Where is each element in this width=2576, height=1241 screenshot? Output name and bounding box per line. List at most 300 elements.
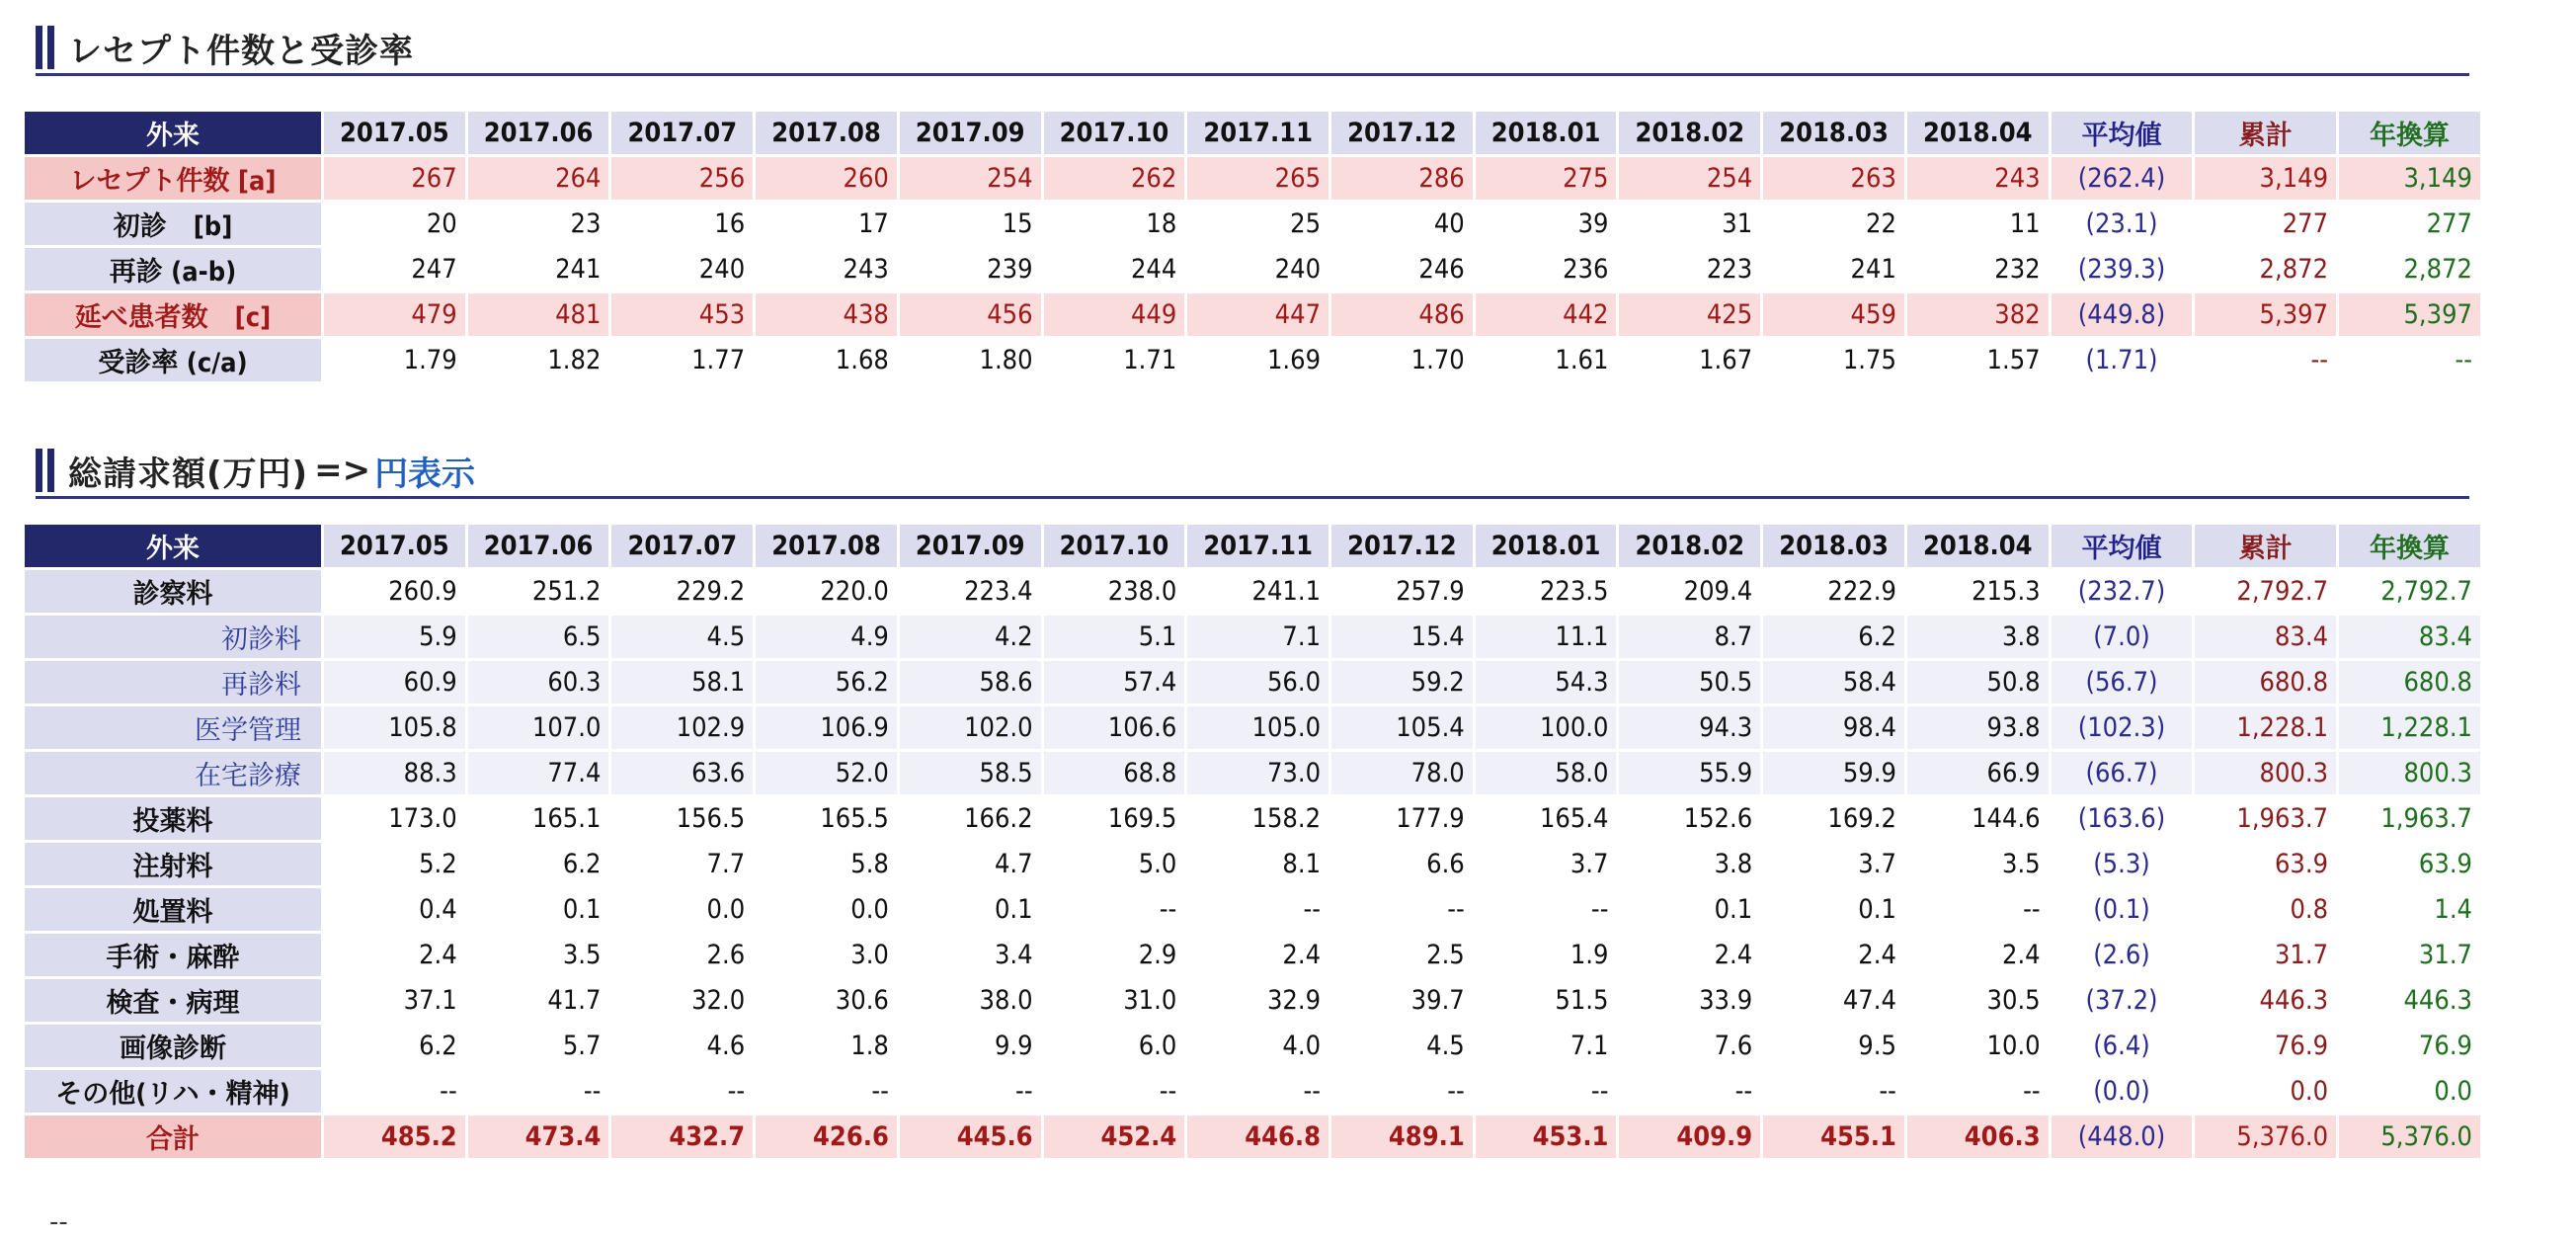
table-row	[25, 706, 2480, 749]
cell-value: 105.0	[1187, 706, 1328, 749]
cell-value: 6.2	[1763, 616, 1904, 658]
cell-cumulative: 446.3	[2259, 985, 2329, 1016]
cell-value: 40	[1433, 208, 1465, 239]
cell-value: 5.2	[419, 849, 457, 879]
cell-average: (102.3)	[2052, 706, 2193, 749]
cell-value: 11.1	[1476, 616, 1617, 658]
cell-value: 382	[1907, 293, 2049, 336]
cell-value: 4.6	[706, 1031, 746, 1061]
cell-value: 55.9	[1619, 752, 1760, 794]
cell-value: 459	[1763, 293, 1904, 336]
cell-value: 5.1	[1044, 616, 1185, 658]
cell-value: --	[1734, 1076, 1753, 1107]
cell-value: 2.4	[1282, 940, 1322, 970]
cell-cumulative: 63.9	[2274, 849, 2329, 879]
cell-annualized: 3,149	[2339, 157, 2480, 200]
cell-value: 222.9	[1827, 576, 1896, 607]
header-month: 2017.08	[756, 112, 897, 154]
header-month: 2017.05	[324, 525, 465, 567]
header-month: 2018.01	[1476, 525, 1617, 567]
cell-value: 1.70	[1410, 345, 1465, 375]
header-month: 2017.06	[468, 525, 609, 567]
cell-value: 59.2	[1331, 661, 1473, 703]
cell-value: 30.5	[1986, 985, 2041, 1016]
cell-cumulative: 3,149	[2195, 157, 2336, 200]
cell-value: 232	[1994, 254, 2041, 285]
cell-value: --	[1879, 1076, 1896, 1107]
cell-value: 10.0	[1986, 1031, 2041, 1061]
cell-value: 406.3	[1907, 1116, 2049, 1158]
cell-value: 17	[857, 208, 889, 239]
cell-cumulative: 5,397	[2195, 293, 2336, 336]
cell-average: (262.4)	[2052, 157, 2193, 200]
cell-value: 9.5	[1858, 1031, 1896, 1061]
cell-value: 58.0	[1476, 752, 1617, 794]
cell-value: 267	[324, 157, 465, 200]
cell-value: 16	[714, 208, 746, 239]
header-month: 2017.05	[324, 112, 465, 154]
cell-value: 23	[570, 208, 602, 239]
cell-value: 3.5	[562, 940, 602, 970]
cell-average: (7.0)	[2052, 616, 2193, 658]
cell-value: --	[1159, 1076, 1177, 1107]
cell-value: 260.9	[388, 576, 457, 607]
cell-value: 4.2	[900, 616, 1041, 658]
cell-value: 7.1	[1187, 616, 1328, 658]
cell-average: (163.6)	[2077, 803, 2166, 834]
cell-annualized: 277	[2426, 208, 2472, 239]
header-month: 2018.03	[1763, 112, 1904, 154]
cell-value: 1.80	[979, 345, 1033, 375]
table-row	[25, 1025, 2480, 1067]
cell-value: 241	[555, 254, 602, 285]
cell-annualized: 5,376.0	[2339, 1116, 2480, 1158]
header-month: 2018.02	[1619, 112, 1760, 154]
cell-value: 241.1	[1251, 576, 1322, 607]
cell-value: 260	[756, 157, 897, 200]
cell-average: (6.4)	[2093, 1031, 2150, 1061]
cell-value: 3.4	[994, 940, 1033, 970]
cell-value: 177.9	[1396, 803, 1465, 834]
header-annualized: 年換算	[2339, 112, 2480, 154]
cell-average: (449.8)	[2052, 293, 2193, 336]
cell-value: 486	[1331, 293, 1473, 336]
cell-value: 223.4	[964, 576, 1033, 607]
cell-value: 54.3	[1476, 661, 1617, 703]
cell-value: 4.9	[756, 616, 897, 658]
cell-cumulative: 5,376.0	[2195, 1116, 2336, 1158]
cell-value: 455.1	[1763, 1116, 1904, 1158]
cell-value: 156.5	[676, 803, 746, 834]
cell-annualized: 1,963.7	[2380, 803, 2472, 834]
cell-value: 1.77	[691, 345, 746, 375]
cell-value: --	[583, 1076, 602, 1107]
cell-value: 257.9	[1396, 576, 1465, 607]
cell-value: 60.9	[324, 661, 465, 703]
cell-value: --	[871, 1076, 889, 1107]
cell-value: 50.5	[1619, 661, 1760, 703]
cell-value: 244	[1130, 254, 1177, 285]
cell-value: 485.2	[324, 1116, 465, 1158]
header-month: 2018.04	[1907, 112, 2049, 154]
header-month: 2018.03	[1763, 525, 1904, 567]
cell-value: 3.8	[1714, 849, 1753, 879]
cell-value: 66.9	[1907, 752, 2049, 794]
cell-value: 1.71	[1123, 345, 1177, 375]
cell-value: 1.69	[1266, 345, 1322, 375]
cell-value: 438	[756, 293, 897, 336]
cell-value: 152.6	[1683, 803, 1753, 834]
cell-value: 37.1	[403, 985, 457, 1016]
cell-value: 1.82	[547, 345, 602, 375]
cell-value: 452.4	[1044, 1116, 1185, 1158]
cell-annualized: 31.7	[2418, 940, 2472, 970]
cell-value: 2.4	[2002, 940, 2041, 970]
header-month: 2017.08	[756, 525, 897, 567]
cell-average: (0.1)	[2093, 894, 2150, 925]
yen-display-link[interactable]: 円表示	[374, 454, 476, 494]
table-row	[25, 339, 2480, 381]
cell-value: 0.1	[994, 894, 1033, 925]
cell-value: 8.1	[1282, 849, 1322, 879]
cell-value: 209.4	[1683, 576, 1753, 607]
cell-average: (5.3)	[2093, 849, 2150, 879]
row-label: 再診 (a-b)	[25, 248, 321, 290]
header-month: 2017.07	[611, 112, 753, 154]
cell-value: 265	[1187, 157, 1328, 200]
cell-value: 47.4	[1842, 985, 1896, 1016]
arrow-text: =>	[314, 451, 371, 490]
cell-average: (56.7)	[2052, 661, 2193, 703]
cell-value: --	[1015, 1076, 1033, 1107]
row-label: 在宅診療	[25, 752, 321, 794]
cell-average: (448.0)	[2052, 1116, 2193, 1158]
cell-value: --	[1303, 894, 1322, 925]
table-row	[25, 1070, 2480, 1113]
cell-value: 106.9	[756, 706, 897, 749]
cell-annualized: 680.8	[2339, 661, 2480, 703]
table-row	[25, 934, 2480, 976]
cell-value: 481	[468, 293, 609, 336]
cell-value: 56.2	[756, 661, 897, 703]
row-label: 処置料	[25, 888, 321, 931]
cell-value: --	[2023, 894, 2041, 925]
cell-value: 7.6	[1714, 1031, 1753, 1061]
cell-cumulative: 0.8	[2290, 894, 2329, 925]
header-month: 2017.11	[1187, 112, 1328, 154]
cell-value: 56.0	[1187, 661, 1328, 703]
cell-value: 15.4	[1331, 616, 1473, 658]
cell-annualized: 76.9	[2418, 1031, 2472, 1061]
cell-value: 51.5	[1555, 985, 1609, 1016]
cell-value: 1.79	[403, 345, 457, 375]
cell-value: 6.0	[1138, 1031, 1177, 1061]
cell-value: 94.3	[1619, 706, 1760, 749]
cell-value: 1.61	[1555, 345, 1609, 375]
heading-bars-icon	[36, 26, 54, 69]
cell-value: 262	[1044, 157, 1185, 200]
cell-annualized: 2,792.7	[2380, 576, 2472, 607]
cell-value: 100.0	[1476, 706, 1617, 749]
cell-value: 239	[987, 254, 1033, 285]
cell-value: 4.7	[994, 849, 1033, 879]
cell-value: 57.4	[1044, 661, 1185, 703]
header-corner: 外来	[25, 112, 321, 154]
cell-value: 241	[1850, 254, 1896, 285]
cell-value: 1.8	[850, 1031, 889, 1061]
cell-value: 3.5	[2002, 849, 2041, 879]
footnote: --	[49, 1207, 68, 1237]
cell-value: 58.5	[900, 752, 1041, 794]
cell-value: 3.8	[1907, 616, 2049, 658]
cell-value: 59.9	[1763, 752, 1904, 794]
cell-value: 275	[1476, 157, 1617, 200]
row-label: 手術・麻酔	[25, 934, 321, 976]
table-row	[25, 979, 2480, 1022]
cell-value: 6.6	[1426, 849, 1465, 879]
cell-value: 5.8	[850, 849, 889, 879]
cell-cumulative: 1,963.7	[2236, 803, 2329, 834]
billing-table	[22, 522, 2483, 1161]
cell-value: 93.8	[1907, 706, 2049, 749]
cell-value: --	[1303, 1076, 1322, 1107]
cell-value: --	[1590, 894, 1609, 925]
cell-value: 73.0	[1187, 752, 1328, 794]
cell-value: --	[1447, 894, 1465, 925]
cell-value: 20	[426, 208, 457, 239]
cell-value: 4.5	[1426, 1031, 1465, 1061]
cell-annualized: 5,397	[2339, 293, 2480, 336]
row-label: 医学管理	[25, 706, 321, 749]
header-month: 2017.10	[1044, 525, 1185, 567]
header-month: 2017.09	[900, 112, 1041, 154]
cell-value: 18	[1146, 208, 1177, 239]
cell-value: 102.9	[611, 706, 753, 749]
cell-value: 52.0	[756, 752, 897, 794]
cell-value: 3.7	[1858, 849, 1896, 879]
cell-value: 2.4	[419, 940, 457, 970]
cell-value: 432.7	[611, 1116, 753, 1158]
cell-value: --	[2023, 1076, 2041, 1107]
cell-value: 2.4	[1714, 940, 1753, 970]
cell-value: 25	[1290, 208, 1322, 239]
cell-average: (23.1)	[2085, 208, 2158, 239]
cell-value: 6.5	[468, 616, 609, 658]
section-heading-billing	[36, 445, 2469, 499]
cell-value: 5.7	[562, 1031, 602, 1061]
cell-value: 4.0	[1282, 1031, 1322, 1061]
cell-value: 88.3	[324, 752, 465, 794]
table-row	[25, 843, 2480, 885]
header-month: 2017.10	[1044, 112, 1185, 154]
cell-value: 426.6	[756, 1116, 897, 1158]
cell-value: 105.8	[324, 706, 465, 749]
cell-value: --	[1159, 894, 1177, 925]
section-heading-receipts	[36, 22, 2469, 76]
row-label: レセプト件数 [a]	[25, 157, 321, 200]
cell-annualized: 63.9	[2418, 849, 2472, 879]
cell-value: 264	[468, 157, 609, 200]
row-label: 延べ患者数 [c]	[25, 293, 321, 336]
cell-value: 251.2	[531, 576, 602, 607]
cell-value: 165.5	[820, 803, 889, 834]
cell-cumulative: 83.4	[2195, 616, 2336, 658]
header-month: 2018.02	[1619, 525, 1760, 567]
cell-value: 30.6	[835, 985, 889, 1016]
cell-value: 38.0	[979, 985, 1033, 1016]
cell-value: 158.2	[1251, 803, 1322, 834]
cell-value: --	[1590, 1076, 1609, 1107]
cell-value: 107.0	[468, 706, 609, 749]
cell-value: 5.0	[1138, 849, 1177, 879]
table-row	[25, 797, 2480, 840]
cell-value: 0.1	[1858, 894, 1896, 925]
table-header-row	[25, 112, 2480, 154]
row-label: 画像診断	[25, 1025, 321, 1067]
header-cumulative: 累計	[2195, 112, 2336, 154]
cell-value: 456	[900, 293, 1041, 336]
cell-value: 247	[411, 254, 457, 285]
cell-cumulative: 680.8	[2195, 661, 2336, 703]
cell-value: 165.1	[531, 803, 602, 834]
table-row	[25, 203, 2480, 245]
header-average: 平均値	[2052, 525, 2193, 567]
cell-value: 60.3	[468, 661, 609, 703]
cell-value: 6.2	[562, 849, 602, 879]
cell-value: 68.8	[1044, 752, 1185, 794]
cell-value: 2.4	[1858, 940, 1896, 970]
cell-cumulative: --	[2310, 345, 2329, 375]
header-month: 2017.07	[611, 525, 753, 567]
cell-value: 238.0	[1107, 576, 1177, 607]
cell-value: 106.6	[1044, 706, 1185, 749]
cell-value: 1.75	[1842, 345, 1896, 375]
cell-value: 0.4	[419, 894, 457, 925]
cell-annualized: 0.0	[2434, 1076, 2472, 1107]
cell-value: 169.5	[1107, 803, 1177, 834]
cell-value: 15	[1002, 208, 1033, 239]
cell-value: 445.6	[900, 1116, 1041, 1158]
cell-value: 7.1	[1570, 1031, 1609, 1061]
row-label: 投薬料	[25, 797, 321, 840]
cell-value: 446.8	[1187, 1116, 1328, 1158]
cell-value: 6.2	[419, 1031, 457, 1061]
cell-value: 58.4	[1763, 661, 1904, 703]
cell-value: 236	[1563, 254, 1609, 285]
cell-annualized: 800.3	[2339, 752, 2480, 794]
cell-value: 169.2	[1827, 803, 1896, 834]
cell-value: 77.4	[468, 752, 609, 794]
cell-value: 7.7	[706, 849, 746, 879]
cell-value: 1.67	[1699, 345, 1753, 375]
cell-value: 1.57	[1986, 345, 2041, 375]
row-label: その他(リハ・精神)	[25, 1070, 321, 1113]
header-average: 平均値	[2052, 112, 2193, 154]
row-label: 初診料	[25, 616, 321, 658]
row-label: 検査・病理	[25, 979, 321, 1022]
cell-value: 63.6	[611, 752, 753, 794]
cell-average: (239.3)	[2077, 254, 2166, 285]
cell-value: 31	[1722, 208, 1753, 239]
cell-value: 1.9	[1570, 940, 1609, 970]
cell-value: --	[1447, 1076, 1465, 1107]
cell-value: 11	[2009, 208, 2041, 239]
cell-value: 2.5	[1426, 940, 1465, 970]
cell-value: 0.0	[850, 894, 889, 925]
row-label: 再診料	[25, 661, 321, 703]
cell-value: 78.0	[1331, 752, 1473, 794]
cell-value: --	[440, 1076, 457, 1107]
cell-value: 453.1	[1476, 1116, 1617, 1158]
table-row	[25, 157, 2480, 200]
cell-value: 243	[1907, 157, 2049, 200]
cell-value: 229.2	[676, 576, 746, 607]
cell-value: 4.5	[611, 616, 753, 658]
cell-value: 39	[1577, 208, 1609, 239]
header-month: 2017.12	[1331, 112, 1473, 154]
cell-annualized: 2,872	[2403, 254, 2472, 285]
cell-value: 41.7	[547, 985, 602, 1016]
cell-value: 473.4	[468, 1116, 609, 1158]
cell-value: 105.4	[1331, 706, 1473, 749]
cell-value: 453	[611, 293, 753, 336]
cell-value: 223	[1706, 254, 1753, 285]
cell-annualized: 1.4	[2434, 894, 2472, 925]
header-month: 2017.12	[1331, 525, 1473, 567]
table-row	[25, 888, 2480, 931]
cell-cumulative: 277	[2282, 208, 2329, 239]
row-label: 診察料	[25, 570, 321, 613]
cell-value: 32.9	[1266, 985, 1322, 1016]
cell-cumulative: 2,872	[2259, 254, 2329, 285]
cell-cumulative: 800.3	[2195, 752, 2336, 794]
table-row	[25, 752, 2480, 794]
cell-average: (2.6)	[2093, 940, 2150, 970]
receipts-table	[22, 109, 2483, 384]
cell-value: 33.9	[1699, 985, 1753, 1016]
cell-value: 0.1	[1714, 894, 1753, 925]
cell-value: 215.3	[1972, 576, 2041, 607]
table-row	[25, 248, 2480, 290]
cell-average: (37.2)	[2085, 985, 2158, 1016]
table-row	[25, 570, 2480, 613]
header-month: 2018.01	[1476, 112, 1617, 154]
cell-value: 3.7	[1570, 849, 1609, 879]
cell-value: 166.2	[964, 803, 1033, 834]
header-month: 2017.06	[468, 112, 609, 154]
cell-cumulative: 2,792.7	[2236, 576, 2329, 607]
cell-average: (66.7)	[2052, 752, 2193, 794]
cell-annualized: 1,228.1	[2339, 706, 2480, 749]
cell-value: 173.0	[388, 803, 457, 834]
cell-value: 254	[1619, 157, 1760, 200]
cell-value: 263	[1763, 157, 1904, 200]
cell-value: 425	[1619, 293, 1760, 336]
cell-value: 98.4	[1763, 706, 1904, 749]
table-row	[25, 1116, 2480, 1158]
cell-value: 9.9	[994, 1031, 1033, 1061]
cell-value: 2.6	[706, 940, 746, 970]
cell-value: 447	[1187, 293, 1328, 336]
table-row	[25, 616, 2480, 658]
cell-value: 39.7	[1410, 985, 1465, 1016]
table-header-row	[25, 525, 2480, 567]
cell-average: (232.7)	[2077, 576, 2166, 607]
cell-value: 246	[1418, 254, 1465, 285]
cell-annualized: 83.4	[2339, 616, 2480, 658]
cell-value: 449	[1044, 293, 1185, 336]
table-row	[25, 293, 2480, 336]
